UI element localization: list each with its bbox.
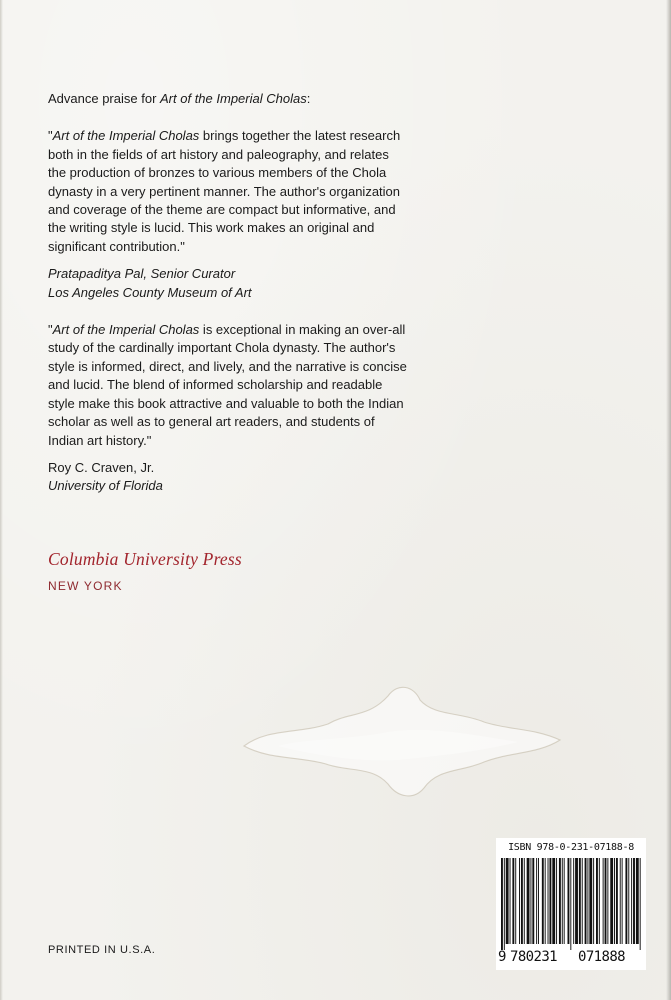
praise-attribution-2 (48, 459, 408, 496)
barcode-bar (603, 858, 604, 944)
barcode-bar (610, 858, 613, 944)
praise-attribution-1 (48, 265, 408, 302)
barcode-bar (562, 858, 563, 944)
barcode-bar (616, 858, 618, 944)
barcode-bar (640, 858, 641, 950)
barcode-bar (501, 858, 503, 950)
barcode-bar (510, 858, 511, 944)
cover-right-edge (666, 0, 671, 1000)
barcode-bar (622, 858, 623, 944)
barcode-bar (596, 858, 598, 944)
barcode-bar (549, 858, 551, 944)
barcode-bar (579, 858, 581, 944)
barcode-bar (607, 858, 608, 944)
quote-2-text: is exceptional in making an over-all study of the cardinally important Chola dynasty. The author's style is informed, direct, and lively, and the narrative is concise and lucid. The blend of informed scholarship and readable style make this book attractive and valuable to both the Indian scholar as well as to general art readers, and students of Indian art history." (48, 322, 407, 448)
publisher-block (48, 549, 348, 593)
barcode-bar (573, 858, 574, 944)
barcode-bar (545, 858, 546, 944)
barcode-bar (556, 858, 557, 944)
barcode-bar (575, 858, 578, 944)
barcode-digit-group-1: 780231 (510, 949, 557, 965)
barcode-bar (527, 858, 530, 944)
barcode-bar (628, 858, 629, 944)
barcode-bar (504, 858, 505, 950)
barcode-bar (538, 858, 539, 944)
barcode-bar (568, 858, 570, 944)
barcode-bar (564, 858, 565, 944)
barcode-bar (532, 858, 534, 944)
barcode-bar (605, 858, 607, 944)
praise-section (48, 90, 408, 496)
barcode-bar (625, 858, 627, 944)
publisher-name: Columbia University Press (48, 549, 242, 569)
barcode-bar (585, 858, 587, 944)
quote-1-text: brings together the latest research both in the fields of art history and paleography, and relates the production of bronzes to various members of the Chola dynasty in a very pertinent manner. The author's organization and coverage of the theme are compact but informative, and the writing style is lucid. This work makes an original and significant contribution." (48, 128, 401, 254)
quote-2-book-title: Art of the Imperial Cholas (52, 322, 200, 338)
barcode-bars (500, 858, 642, 950)
barcode-bar (552, 858, 555, 944)
printed-in-usa: PRINTED IN U.S.A. (48, 944, 156, 956)
attribution-1-affiliation: Los Angeles County Museum of Art (48, 284, 252, 300)
barcode-bar (530, 858, 531, 944)
praise-quote-1: "Art of the Imperial Cholas brings together the latest research both in the fields of art history and paleography, and relates the production of bronzes to various members of the Chola dynasty in a very pertinent manner. The author's organization and coverage of the theme are compact but informative, and the writing style is lucid. This work makes an original and significant contribution." (48, 128, 401, 254)
barcode-digit-lead: 9 (498, 949, 507, 965)
isbn-label: ISBN 978-0-231-07188-8 (508, 842, 634, 853)
barcode-bar (548, 858, 549, 944)
isbn-barcode (496, 838, 646, 970)
barcode-bar (582, 858, 583, 944)
barcode-bar (620, 858, 621, 944)
barcode-bar (536, 858, 537, 944)
barcode-bar (524, 858, 525, 944)
barcode-bar (587, 858, 588, 944)
praise-heading: Advance praise for Art of the Imperial Cholas: (48, 91, 311, 106)
barcode-bar (519, 858, 520, 944)
attribution-2-affiliation: University of Florida (48, 478, 163, 494)
barcode-bar (614, 858, 615, 944)
cover-left-edge (0, 0, 3, 1000)
barcode-bar (506, 858, 509, 944)
barcode-bar (512, 858, 514, 944)
barcode-bar (570, 858, 571, 950)
attribution-1-name: Pratapaditya Pal, Senior Curator (48, 266, 236, 282)
barcode-bar (542, 858, 544, 944)
barcode-bar (593, 858, 594, 944)
barcode-bar (589, 858, 592, 944)
barcode-bar (521, 858, 523, 944)
barcode-bar (631, 858, 632, 944)
barcode-bar (636, 858, 639, 944)
attribution-2-name: Roy C. Craven, Jr. (48, 459, 155, 475)
barcode-bar (515, 858, 516, 944)
barcode-bar (633, 858, 635, 944)
publisher-city: NEW YORK (48, 579, 123, 593)
barcode-bar (559, 858, 561, 944)
book-title: Art of the Imperial Cholas (160, 91, 307, 106)
praise-quote-2: "Art of the Imperial Cholas is exceptional in making an over-all study of the cardinally important Chola dynasty. The author's style is informed, direct, and lively, and the narrative is concise and lucid. The blend of informed scholarship and readable style make this book attractive and valuable to both the Indian scholar as well as to general art readers, and students of Indian art history." (48, 322, 407, 448)
barcode-digit-group-2: 071888 (578, 949, 625, 965)
quote-1-book-title: Art of the Imperial Cholas (52, 128, 200, 144)
barcode-bar (599, 858, 600, 944)
water-stain (238, 676, 566, 806)
